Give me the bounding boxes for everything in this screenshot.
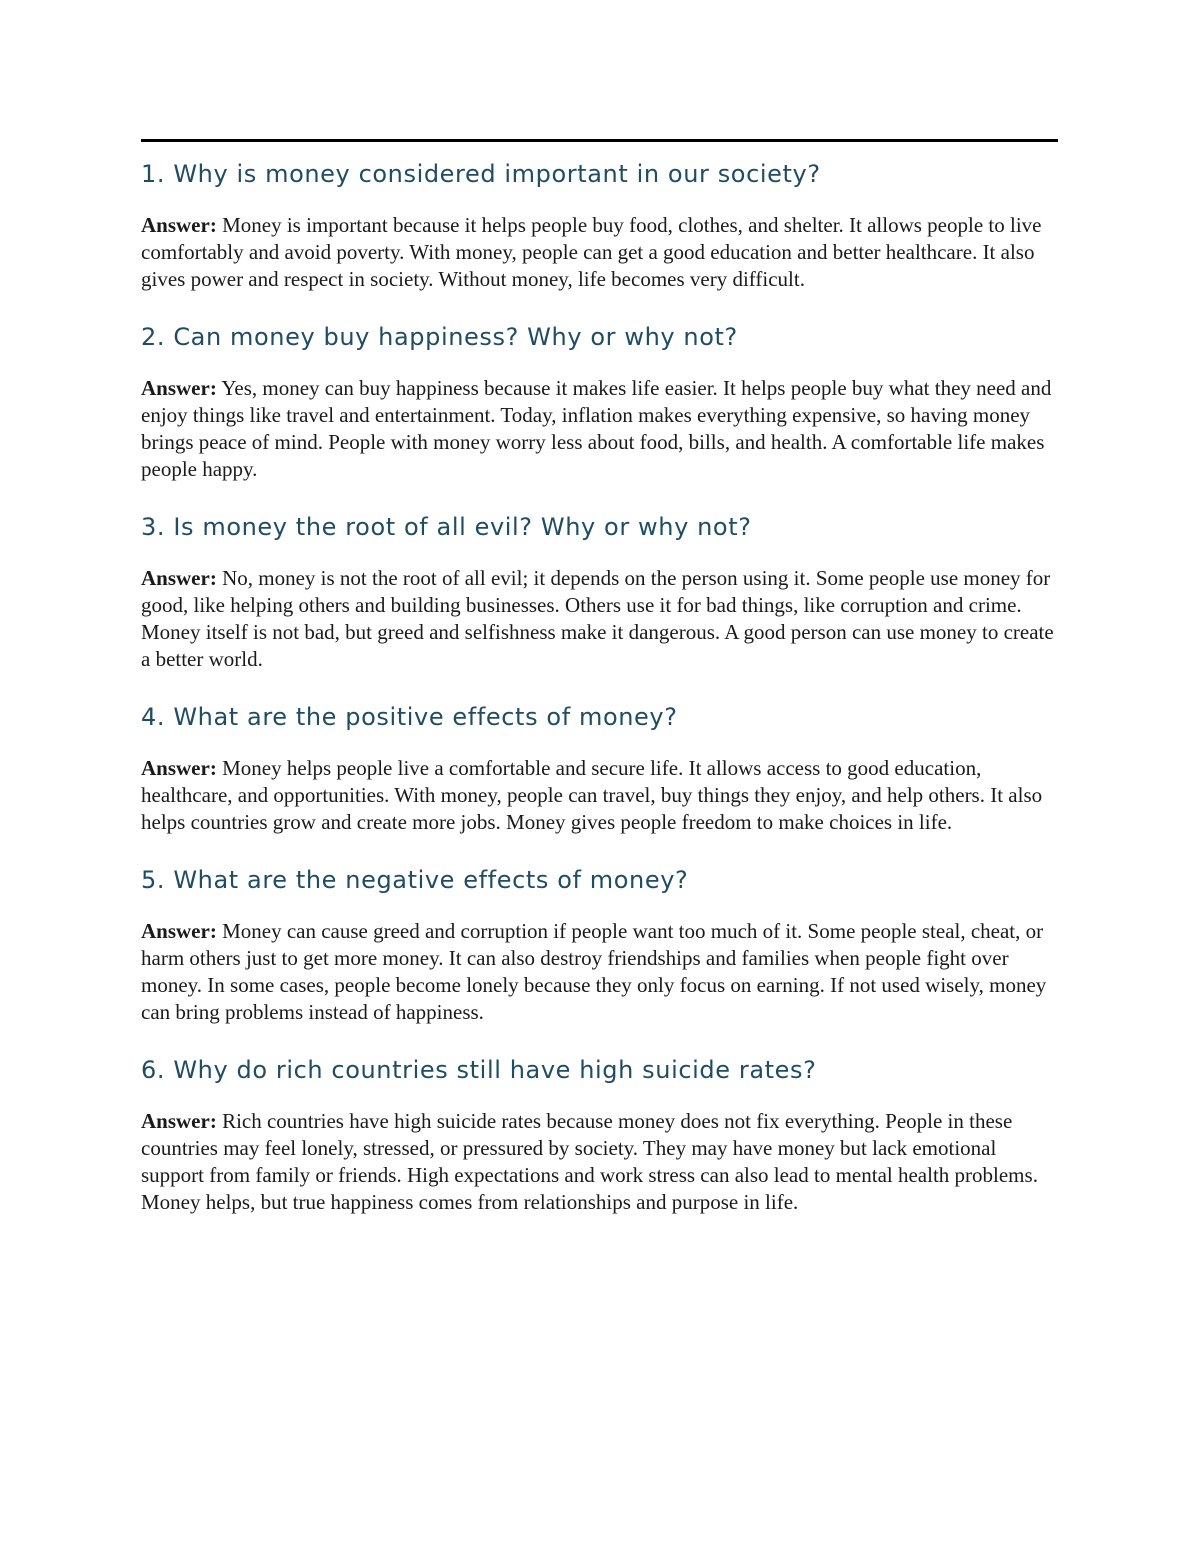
answer-label: Answer: (141, 756, 217, 780)
top-horizontal-rule (141, 139, 1058, 142)
qa-item-1 (141, 155, 1063, 293)
answer-paragraph (141, 918, 1063, 1026)
answer-label: Answer: (141, 376, 217, 400)
answer-text: Money helps people live a comfortable and secure life. It allows access to good education, healthcare, and opportunities. With money, people can travel, buy things they enjoy, and help others. It also helps countries grow and create more jobs. Money gives people freedom to make choices in life. (141, 756, 1043, 834)
answer-paragraph (141, 755, 1063, 836)
qa-item-4 (141, 698, 1063, 836)
question-heading: 6. Why do rich countries still have high suicide rates? (141, 1056, 817, 1084)
qa-item-3 (141, 508, 1063, 673)
answer-text: Rich countries have high suicide rates because money does not fix everything. People in these countries may feel lonely, stressed, or pressured by society. They may have money but lack emotional support from family or friends. High expectations and work stress can also lead to mental health problems. Money helps, but true happiness comes from relationships and purpose in life. (141, 1109, 1038, 1214)
qa-list (141, 155, 1063, 1216)
answer-text: Money can cause greed and corruption if people want too much of it. Some people steal, cheat, or harm others just to get more money. It can also destroy friendships and families when people fight over money. In some cases, people become lonely because they only focus on earning. If not used wisely, money can bring problems instead of happiness. (141, 919, 1047, 1024)
answer-paragraph (141, 375, 1063, 483)
answer-text: Yes, money can buy happiness because it makes life easier. It helps people buy what they need and enjoy things like travel and entertainment. Today, inflation makes everything expensive, so having money brings peace of mind. People with money worry less about food, bills, and health. A comfortable life makes people happy. (141, 376, 1052, 481)
answer-label: Answer: (141, 919, 217, 943)
question-heading: 1. Why is money considered important in our society? (141, 160, 821, 188)
answer-label: Answer: (141, 566, 217, 590)
answer-paragraph (141, 565, 1063, 673)
question-heading: 3. Is money the root of all evil? Why or why not? (141, 513, 752, 541)
answer-text: No, money is not the root of all evil; it depends on the person using it. Some people use money for good, like helping others and building businesses. Others use it for bad things, like corruption and crime. Money itself is not bad, but greed and selfishness make it dangerous. A good person can use money to create a better world. (141, 566, 1054, 671)
question-heading: 2. Can money buy happiness? Why or why not? (141, 323, 738, 351)
answer-label: Answer: (141, 213, 217, 237)
qa-item-2 (141, 318, 1063, 483)
question-heading: 4. What are the positive effects of money? (141, 703, 678, 731)
qa-item-6 (141, 1051, 1063, 1216)
answer-label: Answer: (141, 1109, 217, 1133)
qa-item-5 (141, 861, 1063, 1026)
question-heading: 5. What are the negative effects of money? (141, 866, 689, 894)
answer-paragraph (141, 1108, 1063, 1216)
answer-text: Money is important because it helps people buy food, clothes, and shelter. It allows people to live comfortably and avoid poverty. With money, people can get a good education and better healthcare. It also gives power and respect in society. Without money, life becomes very difficult. (141, 213, 1042, 291)
answer-paragraph (141, 212, 1063, 293)
